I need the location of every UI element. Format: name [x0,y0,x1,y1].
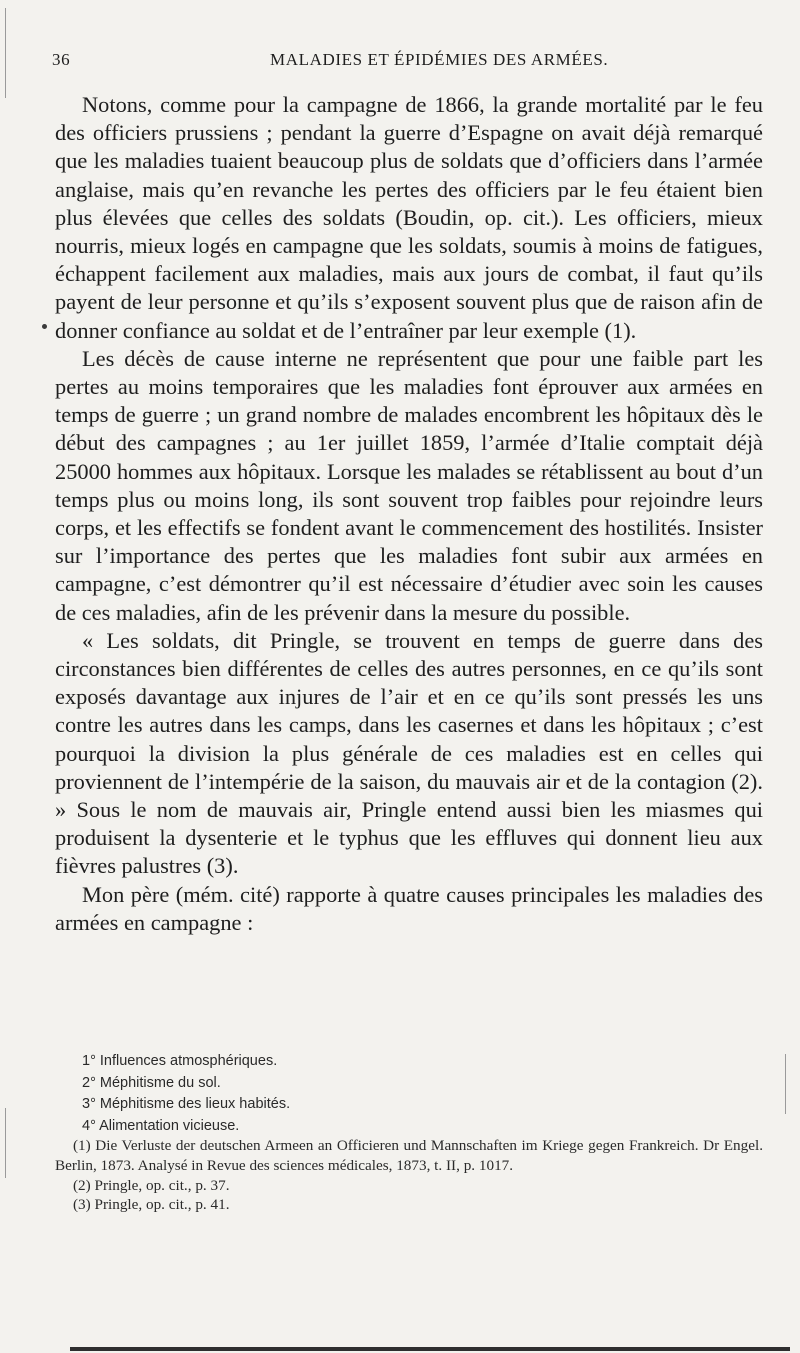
page-edge-mark [5,1108,6,1178]
page-bottom-border [70,1347,790,1351]
causes-list [82,1051,682,1137]
list-item: 2° Méphitisme du sol. [82,1074,221,1091]
footnotes [55,1136,763,1215]
paragraph: Les décès de cause interne ne représentent que pour une faible part les pertes au moins temporaires que les maladies font éprouver aux armées en temps de guerre ; un grand nombre de malades encombrent les hôpitaux dès le début des campagnes ; au 1er juillet 1859, l’armée d’Italie comptait déjà 25000 hommes aux hôpitaux. Lorsque les malades se rétablissent au bout d’un temps plus ou moins long, ils sont souvent trop faibles pour rejoindre leurs corps, et les effectifs se fondent avant le commencement des hostilités. Insister sur l’importance des pertes que les maladies font subir aux armées en campagne, c’est démontrer qu’il est nécessaire d’étudier avec soin les causes de ces maladies, afin de les prévenir dans la mesure du possible. [55,345,763,625]
page-edge-mark [5,8,6,98]
ink-speck [42,324,47,329]
list-item: 3° Méphitisme des lieux habités. [82,1096,291,1112]
list-item: 1° Influences atmosphériques. [82,1053,278,1069]
page-header [52,50,752,76]
running-head: MALADIES ET ÉPIDÉMIES DES ARMÉES. [270,50,609,69]
footnote: (1) Die Verluste der deutschen Armeen an Officieren und Mannschaften im Kriege gegen Frankreich. Dr Engel. Berlin, 1873. Analysé in Revue des sciences médicales, 1873, t. II, p. 1017. [55,1137,763,1174]
paragraph: Mon père (mém. cité) rapporte à quatre causes principales les maladies des armées en campagne : [55,881,763,935]
page-edge-mark [785,1054,786,1114]
paragraph: « Les soldats, dit Pringle, se trouvent en temps de guerre dans des circonstances bien différentes de celles des autres personnes, en ce qu’ils sont exposés davantage aux injures de l’air et en ce qu’ils sont pressés les uns contre les autres dans les camps, dans les casernes et dans les hôpitaux ; c’est pourquoi la division la plus générale de ces maladies est en celles qui proviennent de l’intempérie de la saison, du mauvais air et de la contagion (2). » Sous le nom de mauvais air, Pringle entend aussi bien les miasmes qui produisent la dysenterie et le typhus que les effluves qui donnent lieu aux fièvres palustres (3). [55,627,763,879]
footnote: (3) Pringle, op. cit., p. 41. [73,1196,230,1214]
footnote: (2) Pringle, op. cit., p. 37. [73,1176,230,1194]
list-item: 4° Alimentation vicieuse. [82,1117,240,1134]
main-text [55,91,763,937]
page-number: 36 [52,50,71,69]
paragraph: Notons, comme pour la campagne de 1866, la grande mortalité par le feu des officiers prussiens ; pendant la guerre d’Espagne on avait déjà remarqué que les maladies tuaient beaucoup plus de soldats que d’officiers dans l’armée anglaise, mais qu’en revanche les pertes des officiers par le feu étaient bien plus élevées que celles des soldats (Boudin, op. cit.). Les officiers, mieux nourris, mieux logés en campagne que les soldats, soumis à moins de fatigues, échappent facilement aux maladies, mais aux jours de combat, il faut qu’ils payent de leur personne et qu’ils s’exposent souvent plus que de raison afin de donner confiance au soldat et de l’entraîner par leur exemple (1). [55,92,763,343]
